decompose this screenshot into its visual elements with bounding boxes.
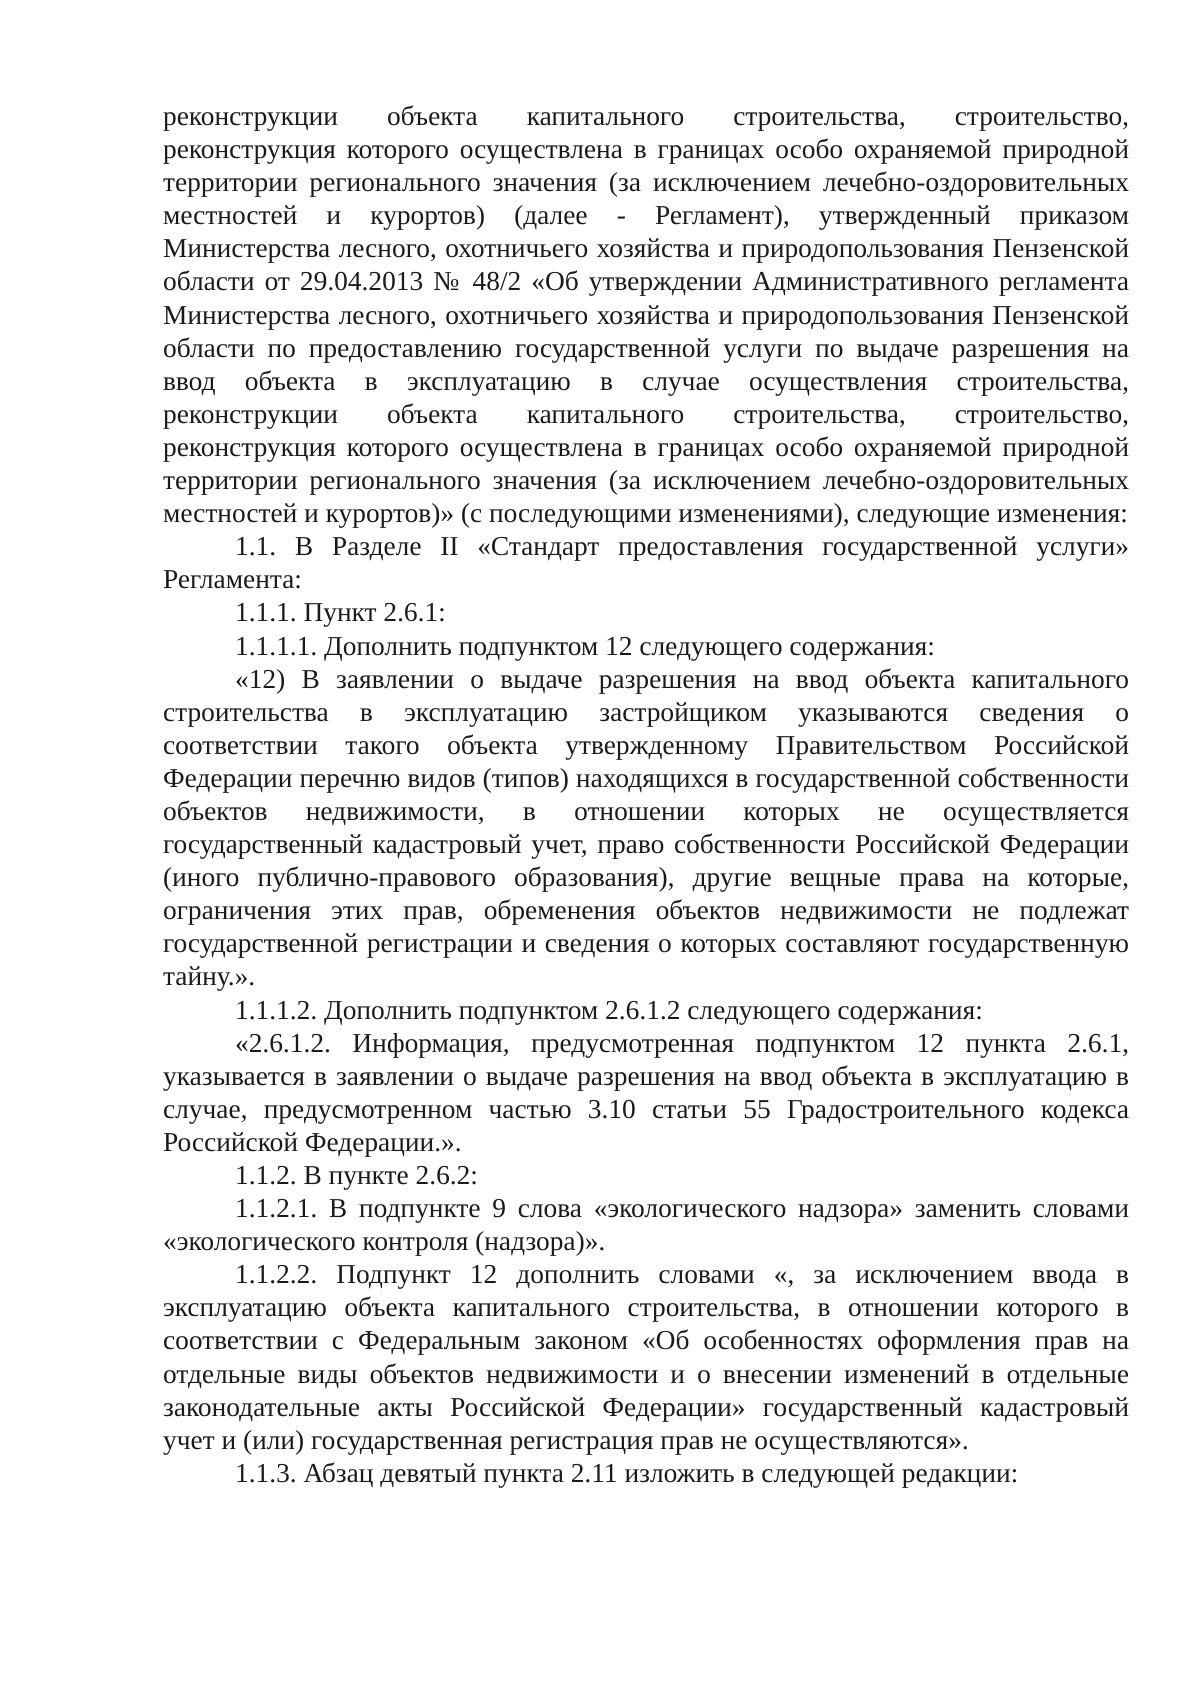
paragraph-1-1-2: 1.1.2. В пункте 2.6.2:	[235, 1160, 478, 1190]
paragraph-1-1-2-2: 1.1.2.2. Подпункт 12 дополнить словами «, за исключением ввода в эксплуатацию объекта капитального строительства, в отношении которого в соответствии с Федеральным законом «Об особенностях оформления прав на отдельные виды объектов недвижимости и о внесении изменений в отдельные законодательные акты Российской Федерации» государственный кадастровый учет и (или) государственная регистрация прав не осуществляются».	[163, 1259, 1129, 1455]
paragraph-1-1-3: 1.1.3. Абзац девятый пункта 2.11 изложить в следующей редакции:	[235, 1457, 1019, 1488]
paragraph-1-1-1-2: 1.1.1.2. Дополнить подпунктом 2.6.1.2 следующего содержания:	[235, 994, 983, 1025]
paragraph-1-1-1-1: 1.1.1.1. Дополнить подпунктом 12 следующего содержания:	[235, 630, 935, 661]
paragraph-2-6-1-2: «2.6.1.2. Информация, предусмотренная подпунктом 12 пункта 2.6.1, указывается в заявлении о выдаче разрешения на ввод объекта в эксплуатацию в случае, предусмотренном частью 3.10 статьи 55 Градостроительного кодекса Российской Федерации.».	[163, 1027, 1129, 1157]
paragraph-1-1-2-1: 1.1.2.1. В подпункте 9 слова «экологического надзора» заменить словами «экологического контроля (надзора)».	[163, 1193, 1129, 1257]
paragraph-subitem-12: «12) В заявлении о выдаче разрешения на ввод объекта капитального строительства в эксплуатацию застройщиком указываются сведения о соответствии такого объекта утвержденному Правительством Российской Федерации перечню видов (типов) находящихся в государственной собственности объектов недвижимости, в отношении которых не осуществляется государственный кадастровый учет, право собственности Российской Федерации (иного публично-правового образования), другие вещные права на которые, ограничения этих прав, обременения объектов недвижимости не подлежат государственной регистрации и сведения о которых составляют государственную тайну.».	[163, 663, 1129, 992]
document-page	[163, 100, 1129, 1490]
paragraph-1-1: 1.1. В Разделе II «Стандарт предоставления государственной услуги» Регламента:	[163, 531, 1129, 595]
paragraph-1-1-1: 1.1.1. Пункт 2.6.1:	[235, 597, 446, 628]
paragraph-intro-continuation: реконструкции объекта капитального строительства, строительство, реконструкция которого осуществлена в границах особо охраняемой природной территории регионального значения (за исключением лечебно-оздоровительных местностей и курортов) (далее - Регламент), утвержденный приказом Министерства лесного, охотничьего хозяйства и природопользования Пензенской области от 29.04.2013 № 48/2 «Об утверждении Административного регламента Министерства лесного, охотничьего хозяйства и природопользования Пензенской области по предоставлению государственной услуги по выдаче разрешения на ввод объекта в эксплуатацию в случае осуществления строительства, реконструкции объекта капитального строительства, строительство, реконструкция которого осуществлена в границах особо охраняемой природной территории регионального значения (за исключением лечебно-оздоровительных местностей и курортов)» (с последующими изменениями), следующие изменения:	[163, 101, 1129, 529]
